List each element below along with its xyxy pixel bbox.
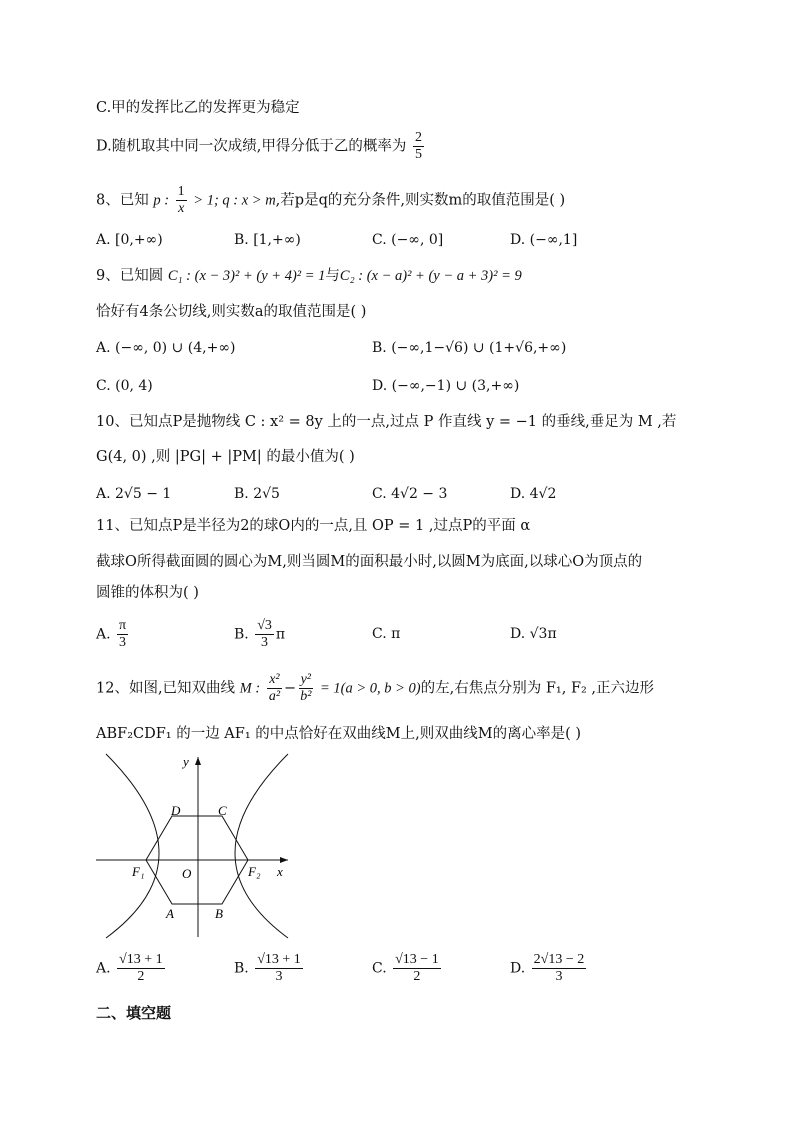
q7-option-d-fraction [413, 130, 424, 163]
q10-option-a: A. 2√5 − 1 [96, 486, 172, 502]
hyperbola-right-branch [235, 754, 288, 938]
q12-option-b [234, 952, 305, 985]
q8-stem-a: 8、已知 [96, 192, 149, 209]
q11-option-b [234, 618, 285, 651]
fraction-numerator: 2 [414, 130, 422, 145]
fraction-denominator: 3 [119, 635, 127, 650]
q8-option-b: B. [1,+∞) [234, 232, 301, 248]
q10-option-c: C. 4√2 − 3 [372, 486, 448, 502]
label-a: A [166, 906, 174, 921]
q11-stem-c: 圆锥的体积为( ) [96, 585, 199, 601]
q12-fraction-x [267, 672, 282, 705]
q7-option-d-text: D.随机取其中同一次成绩,甲得分低于乙的概率为 [96, 138, 407, 155]
q8-option-c: C. (−∞, 0] [372, 232, 444, 248]
label-y: y [183, 754, 189, 769]
q12-stem-text: 12、如图,已知双曲线 [96, 680, 236, 697]
section-title: 二、填空题 [96, 1004, 172, 1022]
fraction-denominator: a² [268, 689, 281, 704]
label-c: C [218, 803, 227, 818]
option-label: B. [234, 960, 249, 977]
q9-stem [96, 266, 522, 286]
q8-condition: > 1; q : x > m [193, 192, 276, 209]
label-d: D [171, 803, 181, 818]
label-x: x [277, 864, 283, 879]
fraction-numerator: √13 + 1 [119, 952, 163, 967]
fraction-denominator: 3 [275, 969, 283, 984]
x-axis-arrow [280, 857, 288, 863]
q11-option-a-fraction [117, 618, 128, 651]
q11-option-a [96, 618, 130, 651]
q12-option-a-fraction [117, 952, 165, 985]
q9-option-b: B. (−∞,1−√6) ∪ (1+√6,+∞) [372, 340, 567, 356]
q11-stem-b: 截球O所得截面圆的圆心为M,则当圆M的面积最小时,以圆M为底面,以球心O为顶点的 [96, 554, 643, 570]
q12-stem-b: 的左,右焦点分别为 F₁, F₂ ,正六边形 [420, 680, 655, 697]
q12-option-c-fraction [393, 952, 441, 985]
q8-option-a: A. [0,+∞) [96, 232, 163, 248]
q8-stem [96, 184, 565, 217]
option-label: A. [96, 626, 111, 643]
q12-fraction-y [298, 672, 313, 705]
fraction-denominator: 3 [555, 969, 563, 984]
fraction-numerator: y² [300, 672, 311, 687]
q11-option-d: D. √3π [510, 626, 557, 642]
q9-mid: 与 [325, 268, 340, 284]
option-label: D. [510, 960, 526, 977]
q12-option-c [372, 952, 443, 985]
q9-option-c: C. (0, 4) [96, 378, 153, 394]
q12-option-a [96, 952, 167, 985]
q7-option-c: C.甲的发挥比乙的发挥更为稳定 [96, 100, 300, 116]
fraction-denominator: 3 [261, 635, 269, 650]
q11-option-b-fraction [255, 618, 274, 651]
label-origin: O [182, 866, 192, 881]
fraction-numerator: √3 [257, 618, 272, 633]
label-f2: F₂ [248, 864, 261, 879]
hyperbola-hexagon-figure [94, 752, 294, 942]
fraction-numerator: 2√13 − 2 [533, 952, 585, 967]
q10-option-b: B. 2√5 [234, 486, 280, 502]
q8-option-d: D. (−∞,1] [510, 232, 578, 248]
q9-option-d: D. (−∞,−1) ∪ (3,+∞) [372, 378, 520, 394]
option-tail: π [275, 626, 286, 643]
q9-circle-c2: C₂ : (x − a)² + (y − a + 3)² = 9 [339, 268, 522, 284]
q12-option-d [510, 952, 588, 985]
q9-stem-a: 9、已知圆 [96, 268, 164, 284]
q12-m-label: M : [239, 680, 261, 697]
option-label: B. [234, 626, 249, 643]
q10-stem-b: G(4, 0) ,则 |PG| + |PM| 的最小值为( ) [96, 449, 355, 465]
q7-option-d [96, 130, 426, 163]
q8-stem-c: ,若p是q的充分条件,则实数m的取值范围是( ) [275, 192, 566, 209]
q9-stem-b: 恰好有4条公切线,则实数a的取值范围是( ) [96, 304, 367, 320]
fraction-denominator: x [178, 201, 185, 216]
fraction-denominator: 2 [137, 969, 145, 984]
fraction-numerator: x² [269, 672, 280, 687]
q9-circle-c1: C₁ : (x − 3)² + (y + 4)² = 1 [167, 268, 326, 284]
fraction-denominator: 2 [413, 969, 421, 984]
q12-stem-c: ABF₂CDF₁ 的一边 AF₁ 的中点恰好在双曲线M上,则双曲线M的离心率是( ) [96, 726, 581, 742]
option-label: A. [96, 960, 111, 977]
fraction-denominator: 5 [414, 147, 422, 162]
q12-condition: = 1(a > 0, b > 0) [320, 680, 421, 697]
q12-option-b-fraction [255, 952, 303, 985]
fraction-numerator: √13 + 1 [257, 952, 301, 967]
label-f1: F₁ [132, 864, 145, 879]
fraction-numerator: 1 [177, 184, 185, 199]
q8-p-label: p : [153, 192, 170, 209]
q10-option-d: D. 4√2 [510, 486, 557, 502]
q10-stem-a: 10、已知点P是抛物线 C : x² = 8y 上的一点,过点 P 作直线 y = −1 的垂线,垂足为 M ,若 [96, 414, 677, 430]
label-b: B [215, 906, 223, 921]
option-label: C. [372, 960, 387, 977]
q11-option-c: C. π [372, 626, 401, 642]
q12-option-d-fraction [532, 952, 587, 985]
q8-fraction [176, 184, 187, 217]
fraction-denominator: b² [300, 689, 312, 704]
hyperbola-left-branch [106, 754, 159, 938]
q11-stem-a: 11、已知点P是半径为2的球O内的一点,且 OP = 1 ,过点P的平面 α [96, 518, 531, 534]
y-axis-arrow [195, 757, 201, 765]
q9-option-a: A. (−∞, 0) ∪ (4,+∞) [96, 340, 236, 356]
q12-stem-a: 12、如图,已知双曲线 M : $\frac{\text{x²}}{\text{a²}}$ − $\frac{\text{y²}}{\text{b²}}$ = 1(a > 0, b > 0)的左,右焦点分别为 F₁, F₂ ,正六边形 [96, 672, 655, 704]
fraction-numerator: √13 − 1 [395, 952, 439, 967]
fraction-numerator: π [119, 618, 127, 633]
